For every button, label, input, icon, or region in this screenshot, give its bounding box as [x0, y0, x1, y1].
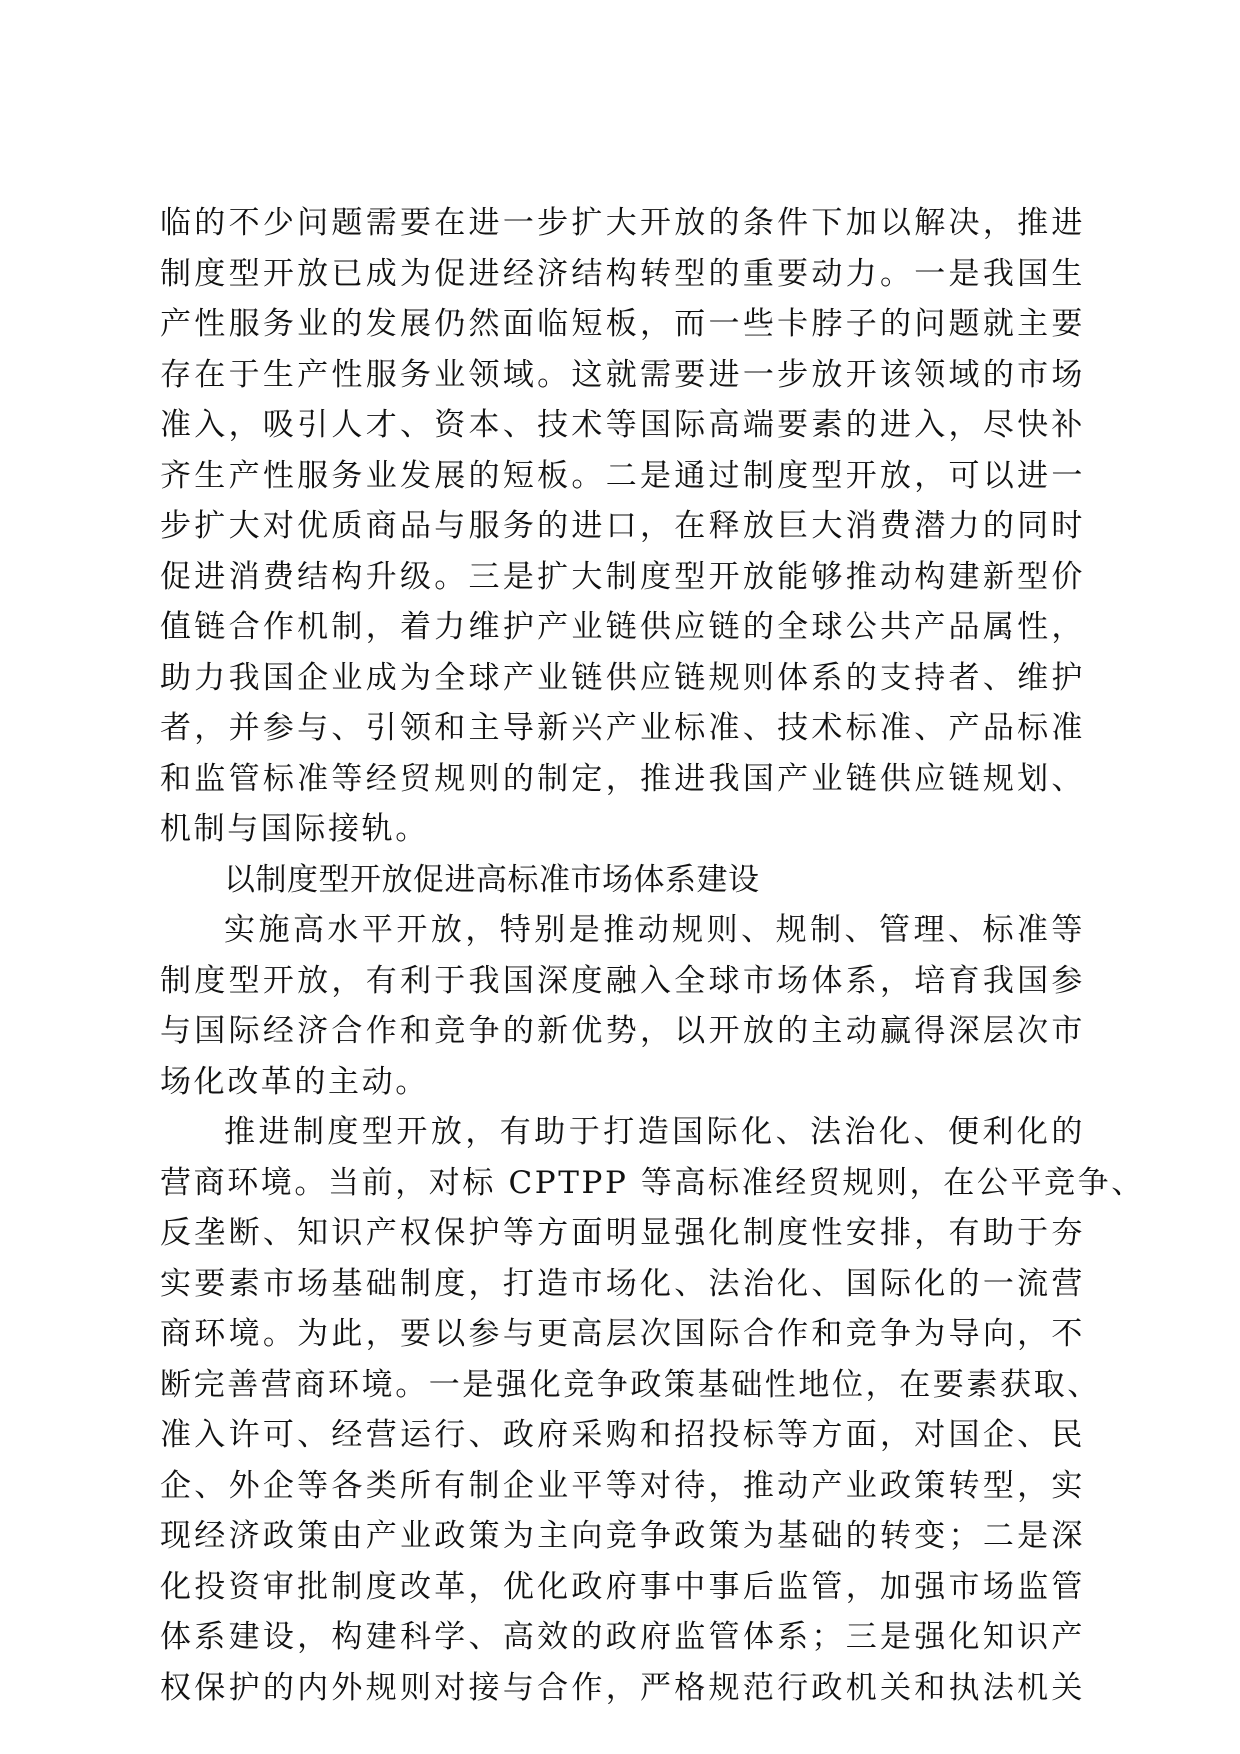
text-line: 者，并参与、引领和主导新兴产业标准、技术标准、产品标准 — [160, 710, 1085, 746]
section-heading: 以制度型开放促进高标准市场体系建设 — [224, 861, 760, 898]
text-line: 与国际经济合作和竞争的新优势，以开放的主动赢得深层次市 — [160, 1013, 1085, 1049]
document-page — [160, 198, 1145, 1713]
text-line: 制度型开放已成为促进经济结构转型的重要动力。一是我国生 — [160, 255, 1085, 292]
text-line: 现经济政策由产业政策为主向竞争政策为基础的转变；二是深 — [160, 1518, 1085, 1554]
text-line: 实要素市场基础制度，打造市场化、法治化、国际化的一流营 — [160, 1265, 1085, 1302]
text-line: 机制与国际接轨。 — [160, 811, 429, 847]
text-line: 营商环境。当前，对标 CPTPP 等高标准经贸规则，在公平竞争、 — [160, 1164, 1145, 1201]
text-line: 化投资审批制度改革，优化政府事中事后监管，加强市场监管 — [160, 1568, 1085, 1605]
text-line: 准入许可、经营运行、政府采购和招投标等方面，对国企、民 — [160, 1417, 1085, 1453]
text-line: 产性服务业的发展仍然面临短板，而一些卡脖子的问题就主要 — [160, 306, 1085, 342]
text-line: 助力我国企业成为全球产业链供应链规则体系的支持者、维护 — [160, 659, 1085, 696]
paragraph — [160, 1107, 1145, 1713]
text-line: 断完善营商环境。一是强化竞争政策基础性地位，在要素获取、 — [160, 1366, 1101, 1403]
text-line: 和监管标准等经贸规则的制定，推进我国产业链供应链规划、 — [160, 760, 1085, 797]
text-line: 步扩大对优质商品与服务的进口，在释放巨大消费潜力的同时 — [160, 508, 1085, 544]
paragraph — [160, 905, 1085, 1107]
text-line: 制度型开放，有利于我国深度融入全球市场体系，培育我国参 — [160, 962, 1085, 999]
text-line: 存在于生产性服务业领域。这就需要进一步放开该领域的市场 — [160, 356, 1085, 393]
text-line: 准入，吸引人才、资本、技术等国际高端要素的进入，尽快补 — [160, 407, 1085, 443]
text-line: 推进制度型开放，有助于打造国际化、法治化、便利化的 — [224, 1114, 1085, 1150]
text-line: 反垄断、知识产权保护等方面明显强化制度性安排，有助于夯 — [160, 1215, 1085, 1251]
text-line: 体系建设，构建科学、高效的政府监管体系；三是强化知识产 — [160, 1619, 1085, 1655]
text-line: 场化改革的主动。 — [160, 1063, 429, 1100]
text-line: 企、外企等各类所有制企业平等对待，推动产业政策转型，实 — [160, 1467, 1085, 1504]
text-line: 商环境。为此，要以参与更高层次国际合作和竞争为导向，不 — [160, 1316, 1085, 1352]
text-line: 促进消费结构升级。三是扩大制度型开放能够推动构建新型价 — [160, 558, 1085, 595]
text-line: 权保护的内外规则对接与合作，严格规范行政机关和执法机关 — [160, 1669, 1085, 1706]
paragraph-continued — [160, 198, 1085, 855]
text-line: 值链合作机制，着力维护产业链供应链的全球公共产品属性， — [160, 609, 1085, 645]
text-line: 实施高水平开放，特别是推动规则、规制、管理、标准等 — [224, 912, 1085, 948]
text-line: 临的不少问题需要在进一步扩大开放的条件下加以解决，推进 — [160, 205, 1085, 241]
text-line: 齐生产性服务业发展的短板。二是通过制度型开放，可以进一 — [160, 457, 1085, 494]
